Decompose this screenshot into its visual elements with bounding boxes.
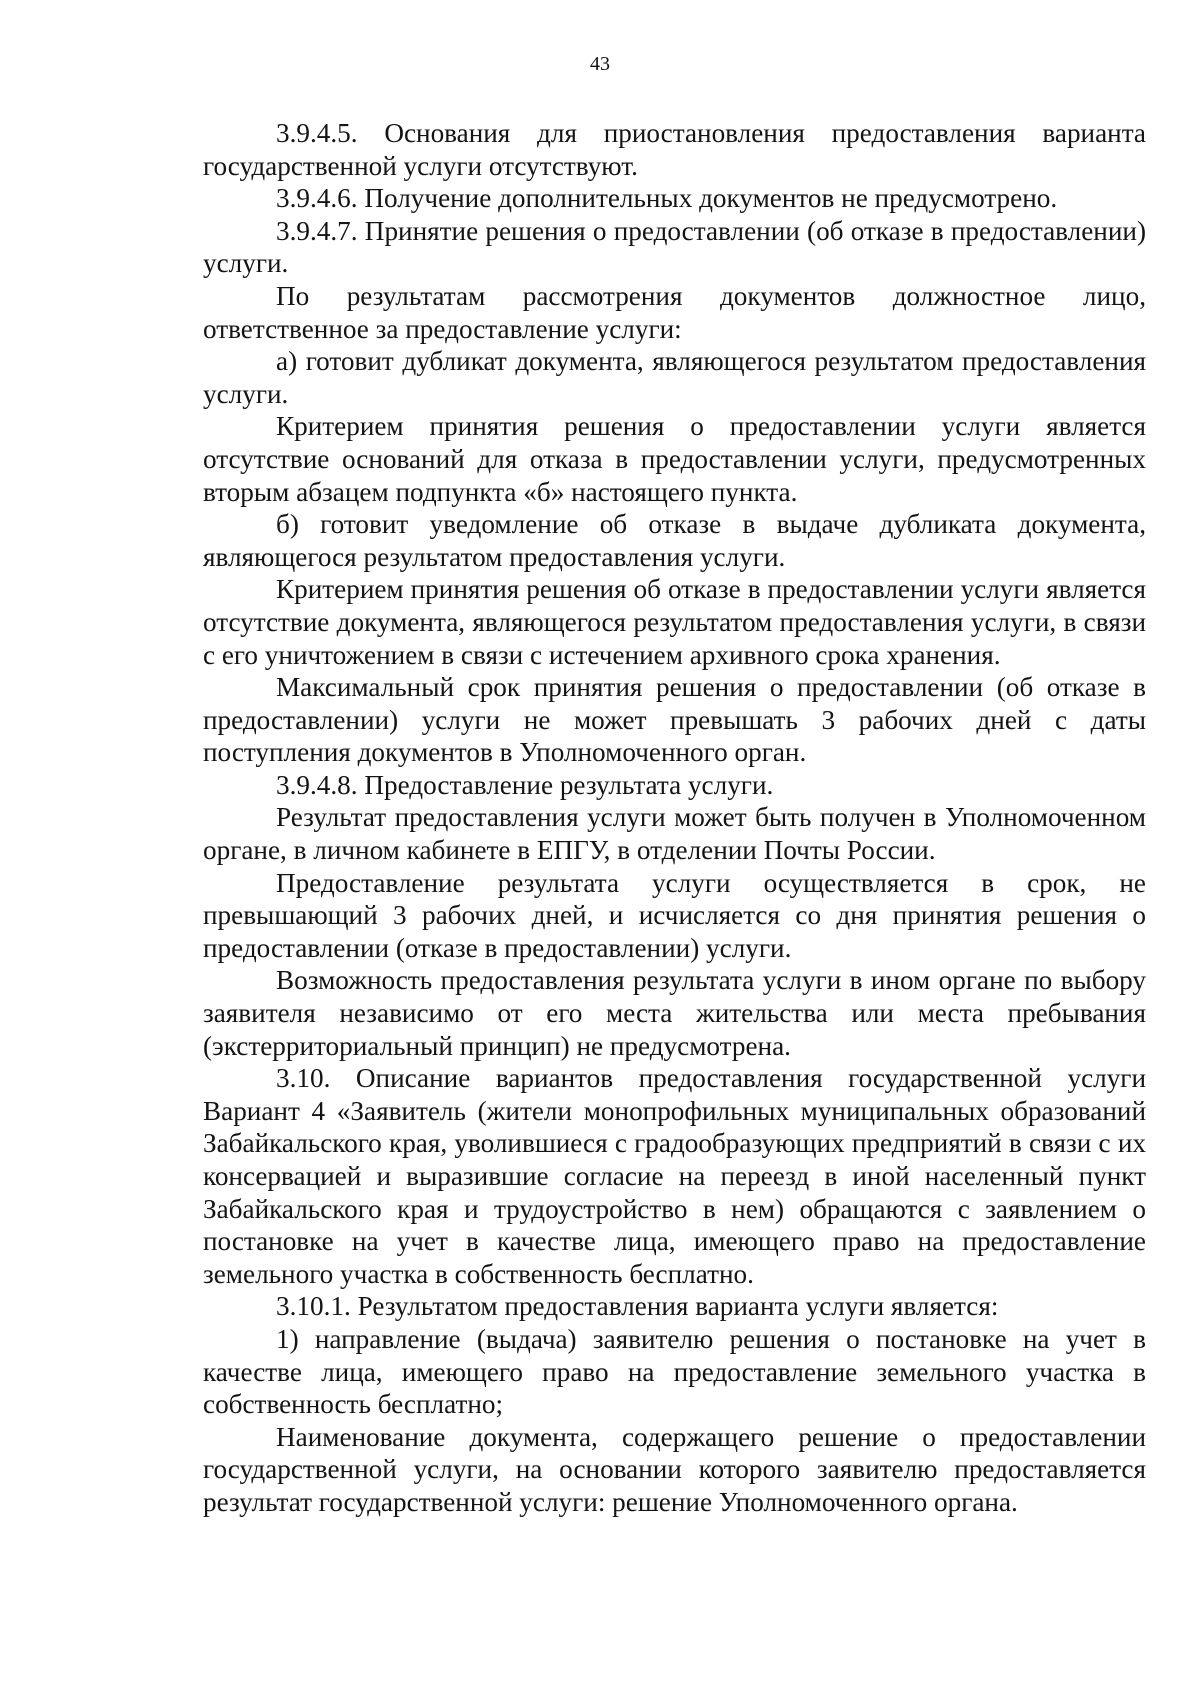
- paragraph-document-name: Наименование документа, содержащего решение о предоставлении государственной услуги, на основании которого заявителю предоставляется результат государственной услуги: решение Уполномоченного органа.: [203, 1421, 1146, 1517]
- paragraph-review-results: По результатам рассмотрения документов должностное лицо, ответственное за предоставление услуги:: [203, 280, 1146, 344]
- paragraph-3-9-4-8: 3.9.4.8. Предоставление результата услуги.: [276, 769, 774, 800]
- paragraph-3-10-1: 3.10.1. Результатом предоставления варианта услуги является:: [276, 1291, 999, 1322]
- paragraph-item-1: 1) направление (выдача) заявителю решения о постановке на учет в качестве лица, имеющего право на предоставление земельного участка в собственность бесплатно;: [203, 1323, 1146, 1420]
- paragraph-max-term: Максимальный срок принятия решения о предоставлении (об отказе в предоставлении) услуги не может превышать 3 рабочих дней с даты поступления документов в Уполномоченного орган.: [203, 672, 1146, 768]
- page-number: 43: [590, 53, 610, 75]
- paragraph-item-b: б) готовит уведомление об отказе в выдаче дубликата документа, являющегося результатом предоставления услуги.: [203, 509, 1146, 572]
- paragraph-3-9-4-7: 3.9.4.7. Принятие решения о предоставлении (об отказе в предоставлении) услуги.: [203, 215, 1146, 279]
- document-body: [203, 117, 1146, 1519]
- paragraph-criterion-refusal: Критерием принятия решения об отказе в предоставлении услуги является отсутствие документа, являющегося результатом предоставления услуги, в связи с его уничтожением в связи с истечением архивного срока хранения.: [203, 574, 1146, 670]
- paragraph-result-term: Предоставление результата услуги осуществляется в срок, не превышающий 3 рабочих дней, и исчисляется со дня принятия решения о предоставлении (отказе в предоставлении) услуги.: [203, 867, 1146, 963]
- paragraph-3-10: 3.10. Описание вариантов предоставления государственной услуги Вариант 4 «Заявитель (жители монопрофильных муниципальных образований Забайкальского края, уволившиеся с градообразующих предприятий в связи с их консервацией и выразившие согласие на переезд в иной населенный пункт Забайкальского края и трудоустройство в нем) обращаются с заявлением о постановке на учет в качестве лица, имеющего право на предоставление земельного участка в собственность бесплатно.: [203, 1063, 1146, 1289]
- paragraph-item-a: а) готовит дубликат документа, являющегося результатом предоставления услуги.: [203, 346, 1146, 409]
- paragraph-3-9-4-5: 3.9.4.5. Основания для приостановления предоставления варианта государственной услуги отсутствуют.: [203, 118, 1146, 181]
- paragraph-3-9-4-6: 3.9.4.6. Получение дополнительных документов не предусмотрено.: [276, 183, 1058, 214]
- paragraph-result-delivery: Результат предоставления услуги может быть получен в Уполномоченном органе, в личном кабинете в ЕПГУ, в отделении Почты России.: [203, 802, 1146, 866]
- paragraph-extraterritorial: Возможность предоставления результата услуги в ином органе по выбору заявителя независимо от его места жительства или места пребывания (экстерриториальный принцип) не предусмотрена.: [203, 965, 1146, 1061]
- paragraph-criterion-grant: Критерием принятия решения о предоставлении услуги является отсутствие оснований для отказа в предоставлении услуги, предусмотренных вторым абзацем подпункта «б» настоящего пункта.: [203, 411, 1146, 507]
